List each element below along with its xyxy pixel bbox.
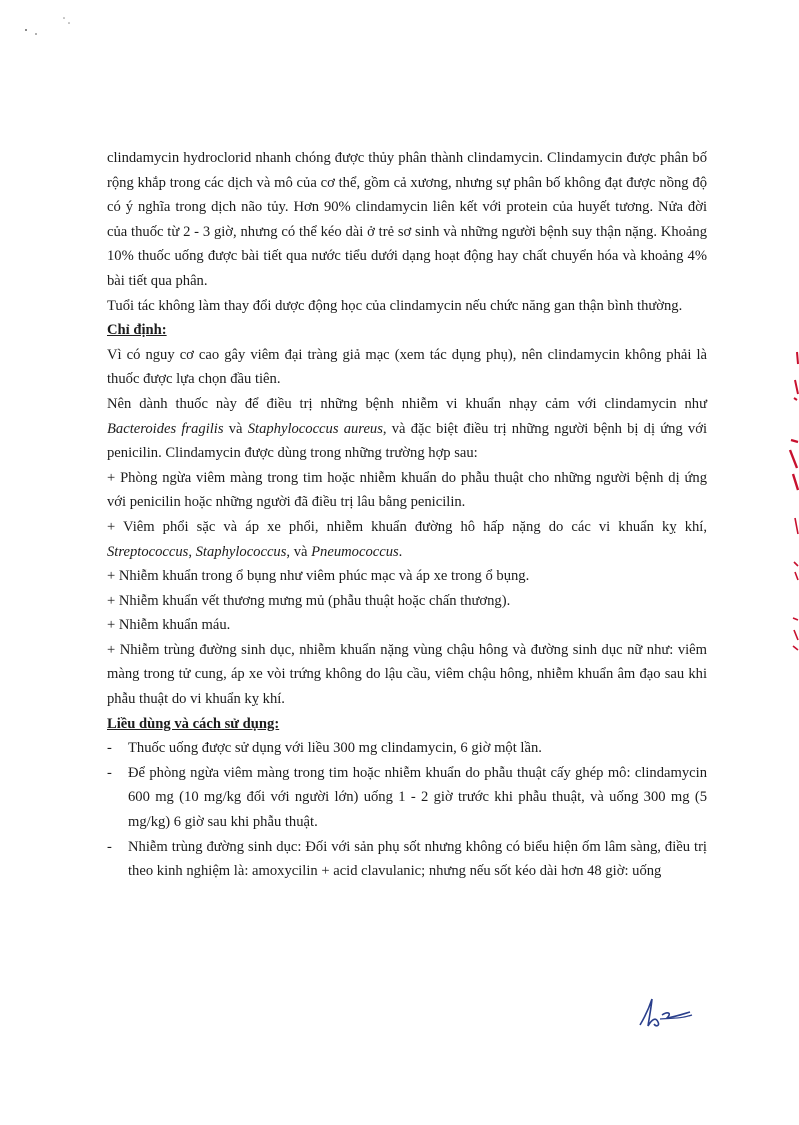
signature xyxy=(636,995,696,1029)
text-span: , xyxy=(188,543,196,560)
dash-marker: - xyxy=(107,838,112,855)
dosage-item xyxy=(107,736,707,761)
dosage-text: Nhiễm trùng đường sinh dục: Đối với sản phụ sốt nhưng không có biểu hiện ốm lâm sàng, điều trị theo kinh nghiệm là: amoxycilin + acid clavulanic; nhưng nếu sốt kéo dài hơn 48 giờ: uống xyxy=(128,838,707,880)
organism-name: Pneumococcus xyxy=(311,543,399,560)
organism-name: Staphylococcus xyxy=(195,543,287,560)
indication-case: + Nhiễm khuẩn vết thương mưng mủ (phẫu thuật hoặc chấn thương). xyxy=(107,592,511,609)
indication-case: + Nhiễm khuẩn máu. xyxy=(107,617,231,634)
text-span: và xyxy=(223,420,248,437)
paragraph-indication-use xyxy=(107,392,707,466)
stamp-edge-mark xyxy=(785,350,799,680)
indication-case: + Nhiễm khuẩn trong ổ bụng như viêm phúc mạc và áp xe trong ổ bụng. xyxy=(107,568,530,585)
document-body xyxy=(107,146,707,884)
paragraph-indication-risk: Vì có nguy cơ cao gây viêm đại tràng giả mạc (xem tác dụng phụ), nên clindamycin không phải là thuốc được lựa chọn đầu tiên. xyxy=(107,346,707,388)
dosage-text: Thuốc uống được sử dụng với liều 300 mg clindamycin, 6 giờ một lần. xyxy=(128,740,542,757)
dosage-text: Để phòng ngừa viêm màng trong tim hoặc nhiễm khuẩn do phẫu thuật cấy ghép mô: clindamycin 600 mg (10 mg/kg đối với người lớn) uống 1 - 2 giờ trước khi phẫu thuật, và uống 300 mg (5 mg/kg) 6 giờ sau khi phẫu thuật. xyxy=(128,764,707,831)
indication-case: + Phòng ngừa viêm màng trong tim hoặc nhiễm khuẩn do phẫu thuật cho những người bệnh dị ứng với penicilin hoặc những người đã điều trị lâu bằng penicilin. xyxy=(107,469,707,511)
organism-name: Bacteroides fragilis xyxy=(107,420,224,437)
organism-name: Streptococcus xyxy=(107,543,189,560)
paragraph-pharmacokinetics: clindamycin hydroclorid nhanh chóng được thủy phân thành clindamycin. Clindamycin được phân bố rộng khắp trong các dịch và mô của cơ thể, gồm cả xương, nhưng sự phân bố không đạt được nồng độ có ý nghĩa trong dịch não tủy. Hơn 90% clindamycin liên kết với protein của huyết tương. Nửa đời của thuốc từ 2 - 3 giờ, nhưng có thể kéo dài ở trẻ sơ sinh và những người bệnh suy thận nặng. Khoảng 10% thuốc uống được bài tiết qua nước tiểu dưới dạng hoạt động hay chất chuyển hóa và khoảng 4% bài tiết qua phân. xyxy=(107,150,707,289)
dash-marker: - xyxy=(107,764,112,781)
dash-marker: - xyxy=(107,740,112,757)
section-heading-dosage: Liều dùng và cách sử dụng: xyxy=(107,715,280,732)
text-span: + Viêm phổi sặc và áp xe phổi, nhiễm khuẩn đường hô hấp nặng do các vi khuẩn kỵ khí, xyxy=(107,518,707,535)
text-span: . xyxy=(398,543,403,560)
section-heading-indications: Chỉ định: xyxy=(107,322,167,339)
text-span: , và đặc biệt điều trị những người bệnh bị dị ứng với penicilin. Clindamycin được dùng trong những trường hợp sau: xyxy=(107,420,708,462)
paragraph-age: Tuổi tác không làm thay đổi dược động học của clindamycin nếu chức năng gan thận bình thường. xyxy=(107,297,683,314)
indication-case: + Nhiễm trùng đường sinh dục, nhiễm khuẩn nặng vùng chậu hông và đường sinh dục nữ như: viêm màng trong tử cung, áp xe vòi trứng không do lậu cầu, viêm chậu hông, nhiễm khuẩn âm đạo sau khi phẫu thuật do vi khuẩn kỵ khí. xyxy=(107,641,707,708)
text-span: Nên dành thuốc này để điều trị những bệnh nhiễm vi khuẩn nhạy cảm với clindamycin như xyxy=(107,395,707,412)
dosage-item xyxy=(107,835,707,884)
text-span: , và xyxy=(286,543,312,560)
indication-case xyxy=(107,515,707,564)
organism-name: Staphylococcus aureus xyxy=(247,420,383,437)
dosage-item xyxy=(107,761,707,835)
scan-specks xyxy=(22,12,82,42)
